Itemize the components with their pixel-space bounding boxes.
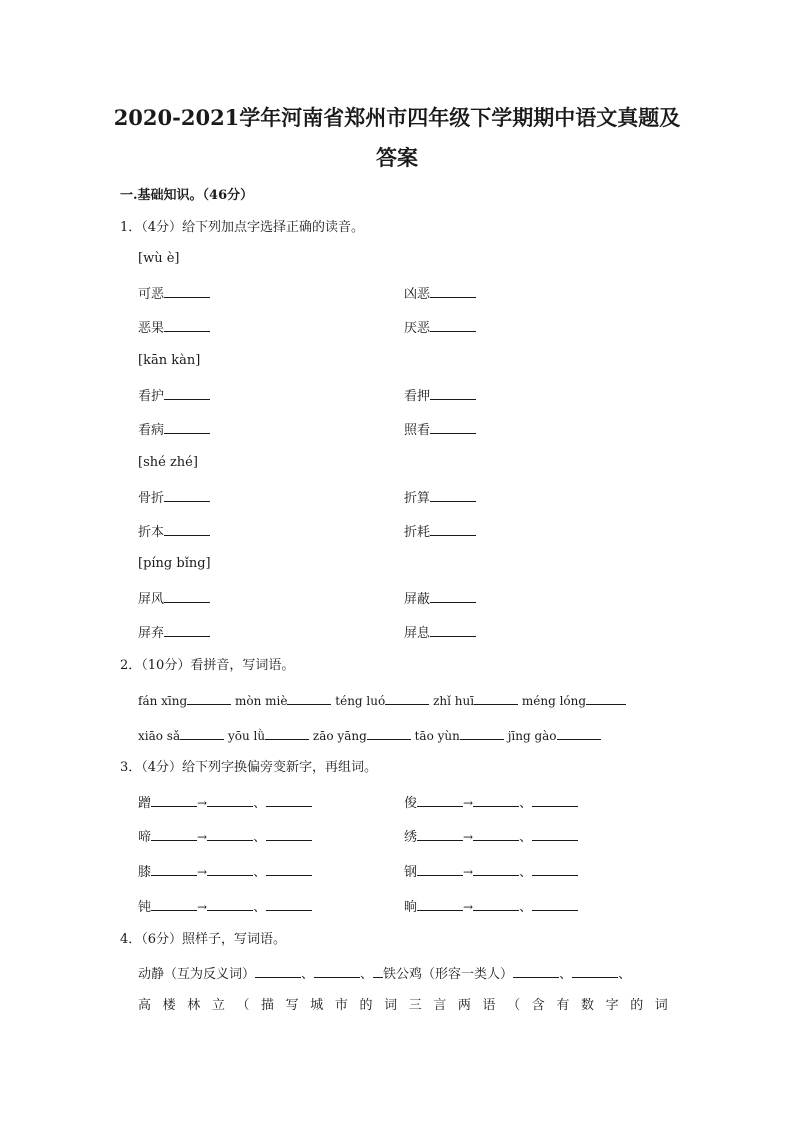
answer-blank[interactable] [266,794,312,807]
q3-char: 蹭 [138,796,152,811]
answer-blank[interactable] [532,863,578,876]
q4-char: 三 [408,998,422,1013]
separator: 、 [253,796,267,811]
answer-blank[interactable] [207,828,253,841]
answer-blank[interactable] [430,523,476,536]
answer-blank[interactable] [460,727,504,740]
q3-item [404,863,578,881]
q4-char: 词 [654,998,668,1013]
q3-char: 钢 [404,865,418,880]
q3-char: 绣 [404,830,418,845]
q1-word: 凶恶 [404,287,431,302]
question-1-prompt: 1．（4分）给下列加点字选择正确的读音。 [120,220,365,235]
q1-word: 骨折 [138,491,165,506]
q1-word: 厌恶 [404,321,431,336]
question-3-prompt: 3．（4分）给下列字换偏旁变新字，再组词。 [120,760,378,775]
separator: 、 [253,830,267,845]
answer-blank[interactable] [151,863,197,876]
q4-char: 楼 [162,998,176,1013]
pinyin: fán xīng [138,694,188,708]
q4-char: 的 [630,998,644,1013]
q3-char: 膝 [138,865,152,880]
q4-char: 词 [384,998,398,1013]
pinyin-group-label: [kān kàn] [138,353,201,368]
q4-example-a: 动静（互为反义词） [138,967,256,982]
answer-blank[interactable] [164,489,210,502]
answer-blank[interactable] [266,898,312,911]
answer-blank[interactable] [373,965,383,978]
q3-item [138,863,312,881]
answer-blank[interactable] [430,624,476,637]
answer-blank[interactable] [164,624,210,637]
q3-item [404,828,578,846]
document-title-line2: 答案 [376,145,418,170]
q1-item [138,523,210,541]
q3-char: 俊 [404,796,418,811]
q1-word: 折耗 [404,525,431,540]
answer-blank[interactable] [255,965,301,978]
answer-blank[interactable] [474,692,518,705]
document-title-line1: 2020-2021学年河南省郑州市四年级下学期期中语文真题及 [113,105,681,130]
pinyin: zāo yāng [312,729,367,743]
q1-item [138,590,210,608]
q4-line-2 [138,998,668,1014]
q3-item [138,898,312,916]
answer-blank[interactable] [207,863,253,876]
q1-item [404,285,476,303]
q4-char: 两 [457,998,471,1013]
q1-item [138,285,210,303]
q3-item [404,794,578,812]
arrow-icon: → [463,830,474,844]
answer-blank[interactable] [586,692,626,705]
q3-char: 钝 [138,900,152,915]
answer-blank[interactable] [164,590,210,603]
answer-blank[interactable] [207,794,253,807]
answer-blank[interactable] [164,523,210,536]
answer-blank[interactable] [151,898,197,911]
answer-blank[interactable] [207,898,253,911]
pinyin: mòn miè [234,694,288,708]
q4-char: 市 [334,998,348,1013]
q4-example-b: 铁公鸡（形容一类人） [383,967,514,982]
separator: 、 [559,967,573,982]
answer-blank[interactable] [266,863,312,876]
separator: 、 [360,967,374,982]
q4-char: 有 [556,998,570,1013]
separator: 、 [519,900,533,915]
answer-blank[interactable] [151,794,197,807]
q4-char: 立 [211,998,225,1013]
q3-char: 啼 [138,830,152,845]
answer-blank[interactable] [367,727,411,740]
arrow-icon: → [197,865,208,879]
q1-item [404,624,476,642]
answer-blank[interactable] [557,727,601,740]
answer-blank[interactable] [266,828,312,841]
q1-item [404,523,476,541]
answer-blank[interactable] [180,727,224,740]
q4-char: 字 [605,998,619,1013]
arrow-icon: → [463,865,474,879]
q1-item [404,489,476,507]
q1-word: 看病 [138,423,165,438]
q1-word: 照看 [404,423,431,438]
answer-blank[interactable] [473,898,519,911]
question-4-prompt: 4．（6分）照样子，写词语。 [120,932,287,947]
answer-blank[interactable] [532,898,578,911]
q1-item [404,319,476,337]
answer-blank[interactable] [430,285,476,298]
answer-blank[interactable] [187,692,231,705]
answer-blank[interactable] [287,692,331,705]
answer-blank[interactable] [513,965,559,978]
q4-char: 言 [433,998,447,1013]
answer-blank[interactable] [385,692,429,705]
answer-blank[interactable] [430,387,476,400]
separator: 、 [301,967,315,982]
q4-char: 描 [261,998,275,1013]
q1-item [404,590,476,608]
q4-char: 含 [531,998,545,1013]
q1-item [138,421,210,439]
answer-blank[interactable] [265,727,309,740]
q1-item [138,387,210,405]
q4-char: （ [236,998,250,1013]
q1-word: 看押 [404,389,431,404]
arrow-icon: → [197,900,208,914]
pinyin-row-2 [138,727,601,744]
answer-blank[interactable] [164,387,210,400]
q3-item [138,794,312,812]
arrow-icon: → [463,900,474,914]
question-2-prompt: 2．（10分）看拼音，写词语。 [120,658,295,673]
answer-blank[interactable] [430,421,476,434]
pinyin: jīng gào [507,729,557,743]
answer-blank[interactable] [430,319,476,332]
pinyin-group-label: [píng bǐng] [138,556,211,571]
q1-item [138,489,210,507]
separator: 、 [618,967,632,982]
q4-char: （ [507,998,521,1013]
answer-blank[interactable] [430,489,476,502]
answer-blank[interactable] [417,898,463,911]
arrow-icon: → [197,830,208,844]
q1-word: 屏息 [404,626,431,641]
answer-blank[interactable] [164,421,210,434]
q1-item [404,387,476,405]
q4-char: 林 [187,998,201,1013]
q1-word: 恶果 [138,321,165,336]
answer-blank[interactable] [417,794,463,807]
answer-blank[interactable] [532,828,578,841]
q4-char: 城 [310,998,324,1013]
q4-char: 写 [285,998,299,1013]
pinyin-row-1 [138,692,626,709]
pinyin: méng lóng [521,694,587,708]
answer-blank[interactable] [417,863,463,876]
answer-blank[interactable] [164,285,210,298]
q3-item [404,898,578,916]
answer-blank[interactable] [430,590,476,603]
q1-item [138,319,210,337]
arrow-icon: → [463,796,474,810]
answer-blank[interactable] [572,965,618,978]
q1-word: 折算 [404,491,431,506]
q1-word: 看护 [138,389,165,404]
q1-item [138,624,210,642]
separator: 、 [253,865,267,880]
pinyin: xiāo sǎ [138,729,181,743]
q4-line-1 [138,965,631,983]
q4-char: 的 [359,998,373,1013]
pinyin: zhǐ huī [433,694,475,708]
separator: 、 [253,900,267,915]
arrow-icon: → [197,796,208,810]
answer-blank[interactable] [151,828,197,841]
section-heading: 一.基础知识。（46分） [120,188,254,203]
separator: 、 [519,796,533,811]
answer-blank[interactable] [532,794,578,807]
q4-char: 高 [138,998,152,1013]
q1-word: 屏弃 [138,626,165,641]
q1-word: 屏蔽 [404,592,431,607]
separator: 、 [519,865,533,880]
q1-word: 屏风 [138,592,165,607]
answer-blank[interactable] [164,319,210,332]
q3-item [138,828,312,846]
answer-blank[interactable] [473,863,519,876]
q1-word: 可恶 [138,287,165,302]
answer-blank[interactable] [473,828,519,841]
pinyin: téng luó [335,694,386,708]
pinyin-group-label: [wù è] [138,251,180,266]
separator: 、 [519,830,533,845]
q1-item [404,421,476,439]
q4-char: 数 [580,998,594,1013]
q3-char: 晌 [404,900,418,915]
q4-char: 语 [482,998,496,1013]
q1-word: 折本 [138,525,165,540]
pinyin-group-label: [shé zhé] [138,455,198,470]
answer-blank[interactable] [473,794,519,807]
answer-blank[interactable] [417,828,463,841]
pinyin: yōu lǜ [227,729,266,743]
answer-blank[interactable] [314,965,360,978]
pinyin: tāo yùn [414,729,460,743]
